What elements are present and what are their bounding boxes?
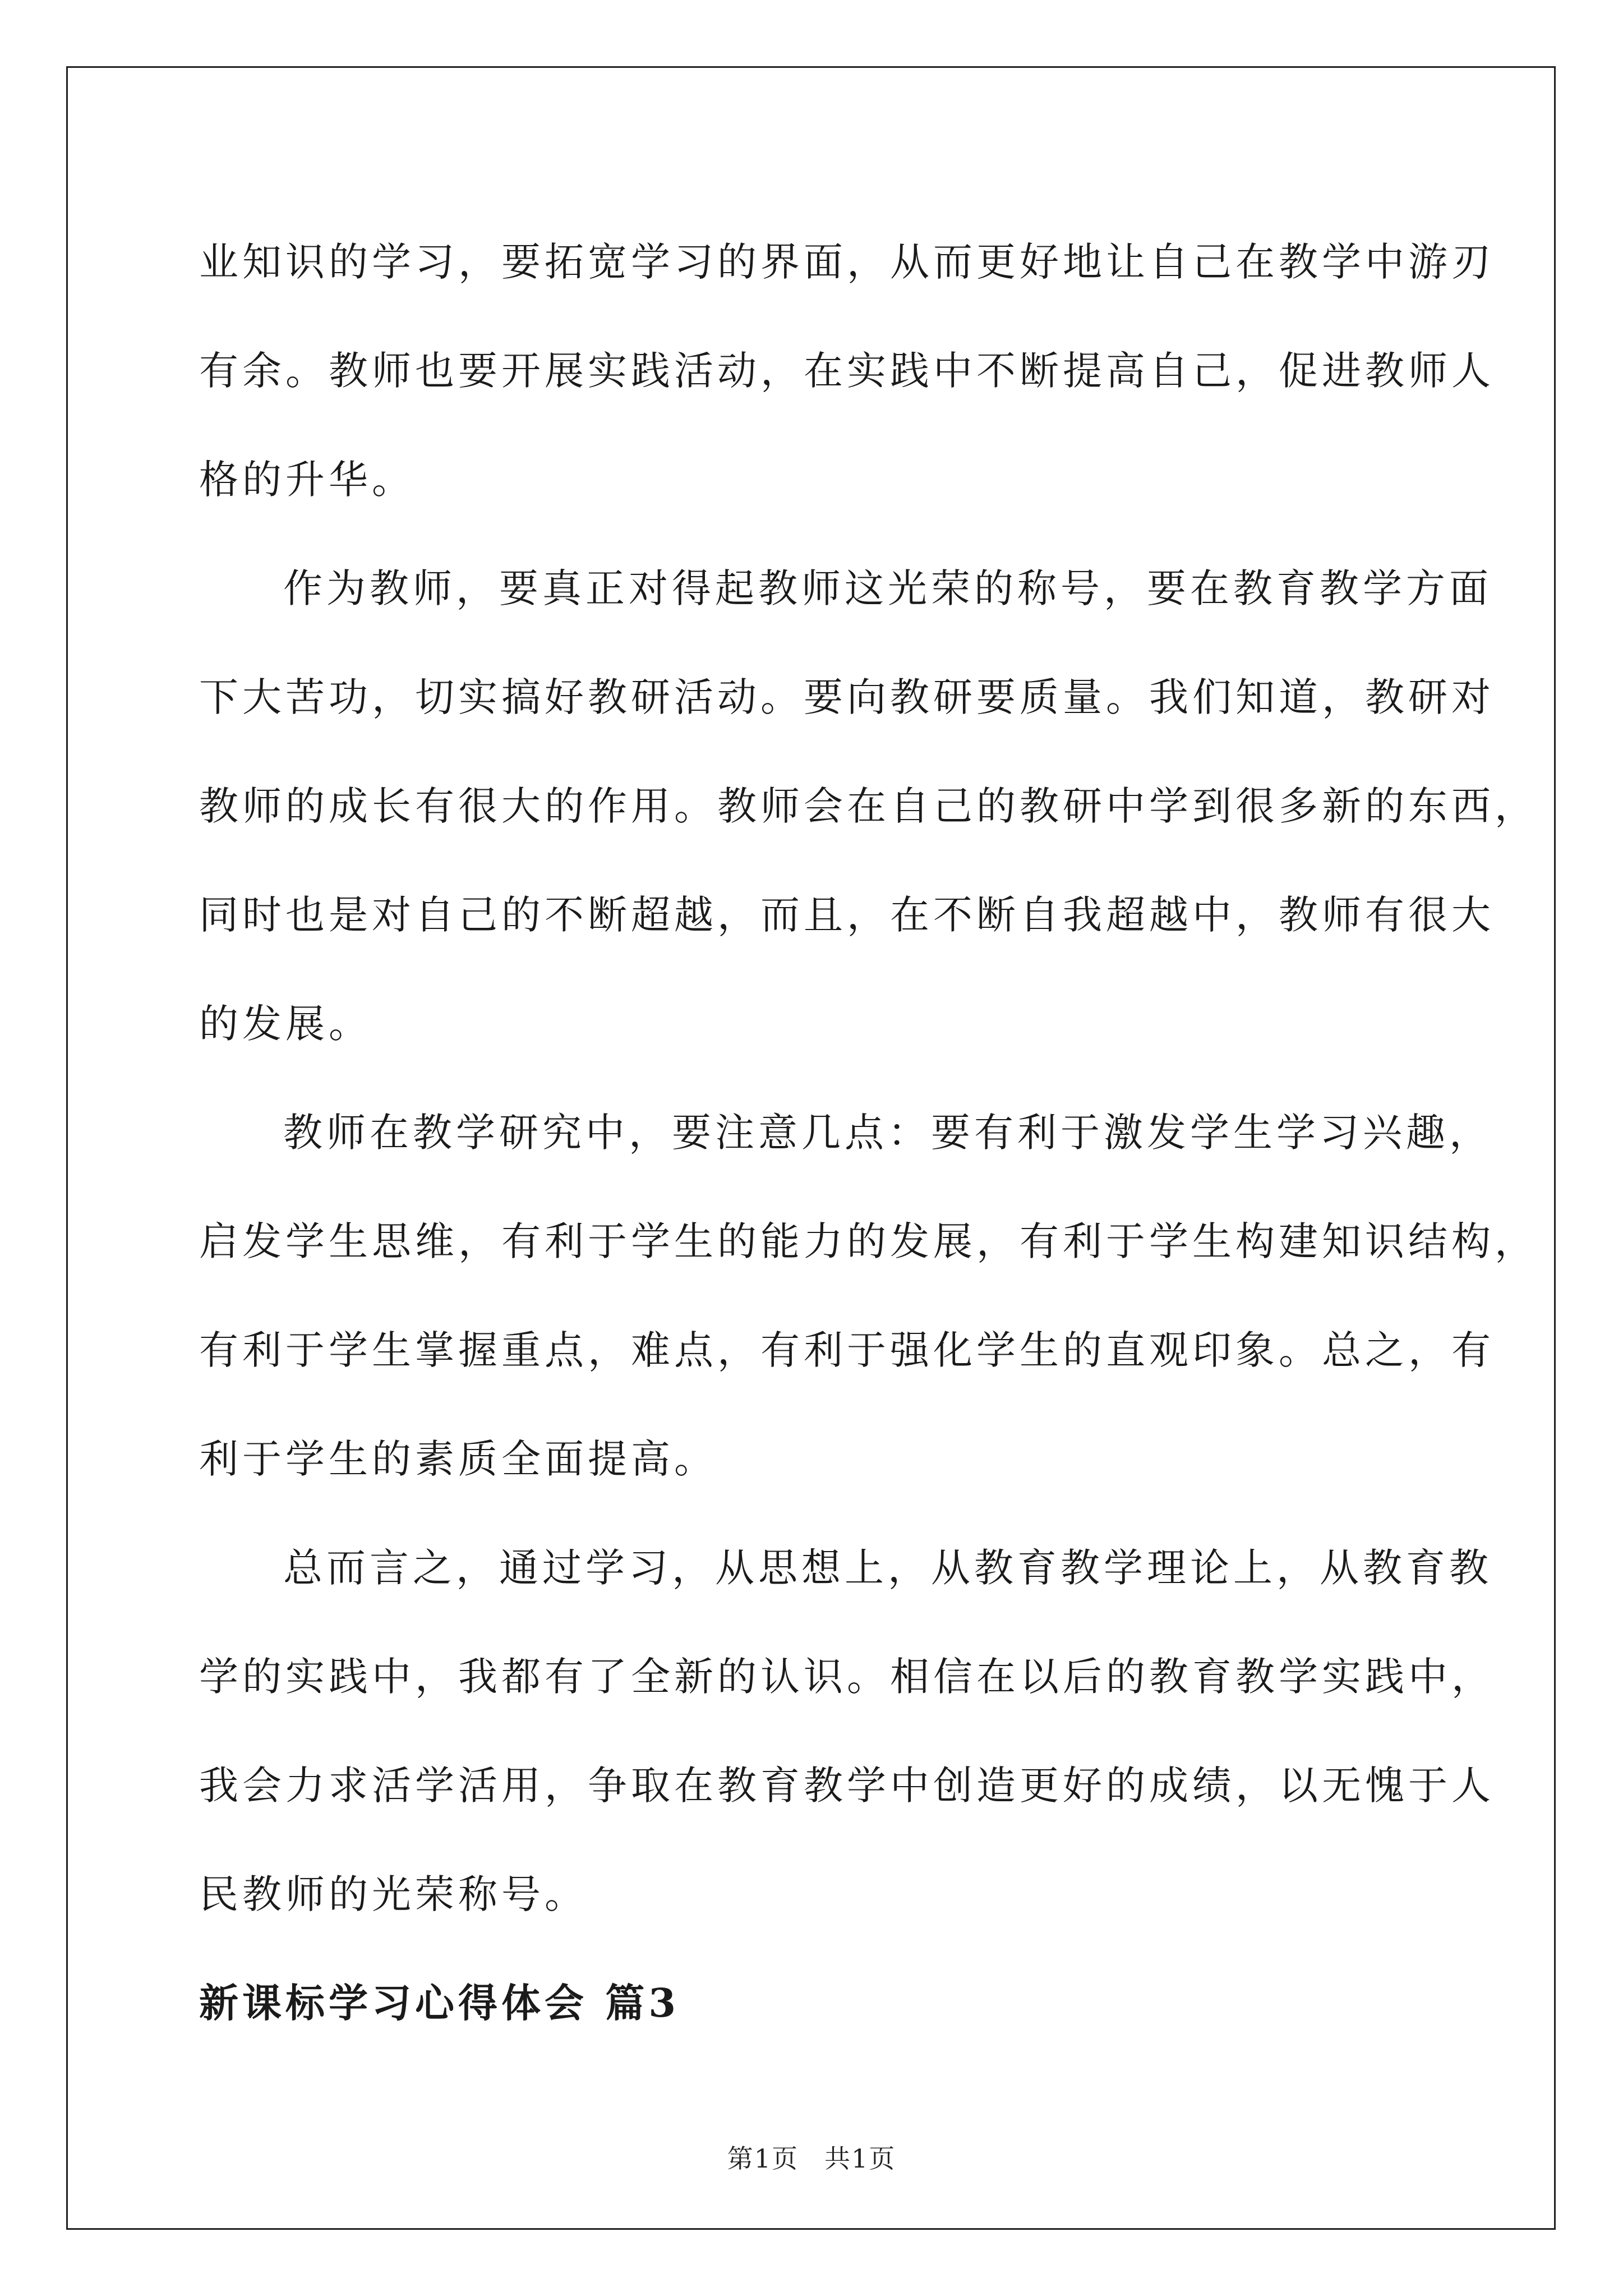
text-line: 我会力求活学活用，争取在教育教学中创造更好的成绩，以无愧于人 [199,1763,1495,1809]
text-line: 利于学生的素质全面提高。 [199,1436,717,1482]
text-line: 作为教师，要真正对得起教师这光荣的称号，要在教育教学方面 [283,565,1492,611]
paragraph [199,534,1538,1078]
page-footer [0,2138,1623,2175]
text-line: 总而言之，通过学习，从思想上，从教育教学理论上，从教育教 [283,1545,1492,1591]
text-line: 有余。教师也要开展实践活动，在实践中不断提高自己，促进教师人 [199,348,1495,394]
section-heading: 新课标学习心得体会 篇3 [199,1980,680,2026]
document-body [199,208,1538,2058]
page-total: 共1页 [824,2143,896,2174]
text-line: 学的实践中，我都有了全新的认识。相信在以后的教育教学实践中， [199,1654,1495,1700]
text-line: 的发展。 [199,1001,372,1047]
text-line: 有利于学生掌握重点，难点，有利于强化学生的直观印象。总之，有 [199,1327,1495,1373]
paragraph [199,208,1495,534]
paragraph [199,1513,1495,1949]
paragraph [199,1078,1538,1513]
text-line: 教师的成长有很大的作用。教师会在自己的教研中学到很多新的东西， [199,783,1538,829]
text-line: 民教师的光荣称号。 [199,1871,588,1917]
text-line: 格的升华。 [199,457,415,503]
text-line: 下大苦功，切实搞好教研活动。要向教研要质量。我们知道，教研对 [199,674,1495,720]
text-line: 同时也是对自己的不断超越，而且，在不断自我超越中，教师有很大 [199,892,1495,938]
text-line: 教师在教学研究中，要注意几点：要有利于激发学生学习兴趣， [283,1110,1492,1156]
text-line: 启发学生思维，有利于学生的能力的发展，有利于学生构建知识结构， [199,1218,1538,1264]
page-number: 第1页 [727,2143,799,2174]
text-line: 业知识的学习，要拓宽学习的界面，从而更好地让自己在教学中游刃 [199,239,1495,285]
